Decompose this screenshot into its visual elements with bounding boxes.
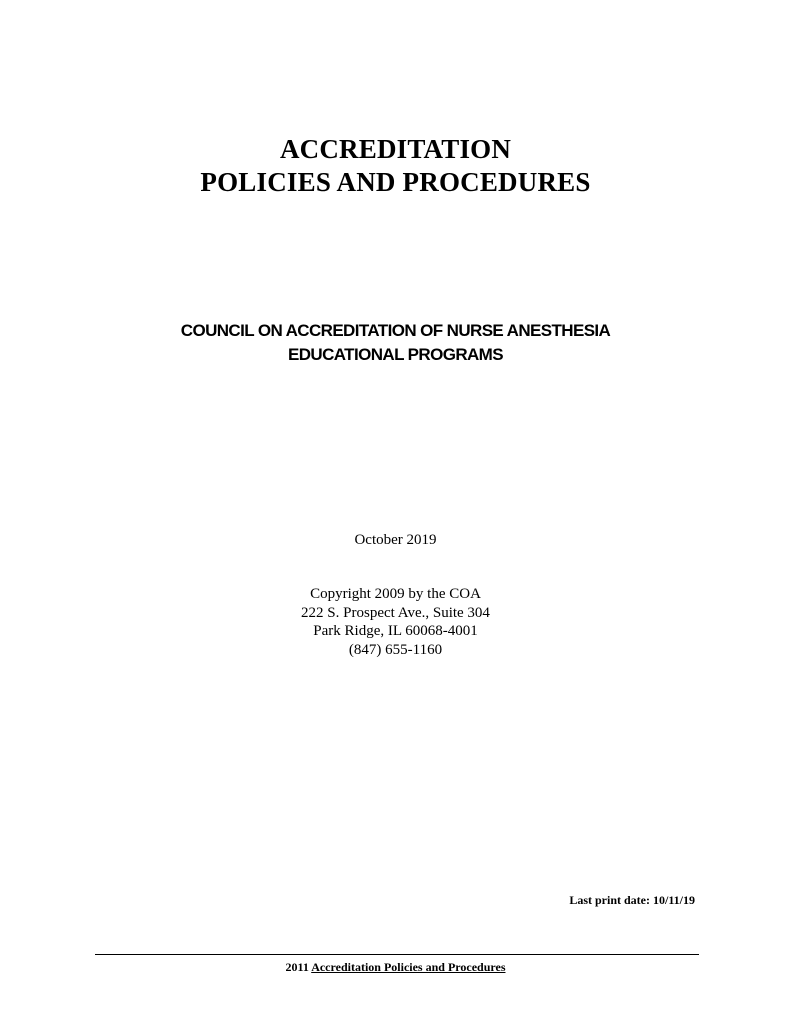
address-line-2: Park Ridge, IL 60068-4001 xyxy=(313,623,478,639)
organization-line-2: EDUCATIONAL PROGRAMS xyxy=(288,345,503,364)
document-title xyxy=(0,133,791,199)
footer-document-name: Accreditation Policies and Procedures xyxy=(311,960,506,974)
phone-number: (847) 655-1160 xyxy=(348,641,443,658)
page-footer xyxy=(0,960,791,974)
title-line-2: POLICIES AND PROCEDURES xyxy=(200,167,591,197)
organization-line-1: COUNCIL ON ACCREDITATION OF NURSE ANESTHESIA xyxy=(180,321,611,340)
footer-divider xyxy=(95,954,699,955)
contact-info xyxy=(0,585,791,659)
address-line-1: 222 S. Prospect Ave., Suite 304 xyxy=(301,604,490,621)
footer-year: 2011 xyxy=(285,960,309,974)
organization-name xyxy=(0,319,791,367)
last-print-date: Last print date: 10/11/19 xyxy=(569,893,695,907)
copyright-notice: Copyright 2009 by the COA xyxy=(310,586,481,602)
publication-date: October 2019 xyxy=(354,532,437,548)
title-line-1: ACCREDITATION xyxy=(279,134,512,164)
